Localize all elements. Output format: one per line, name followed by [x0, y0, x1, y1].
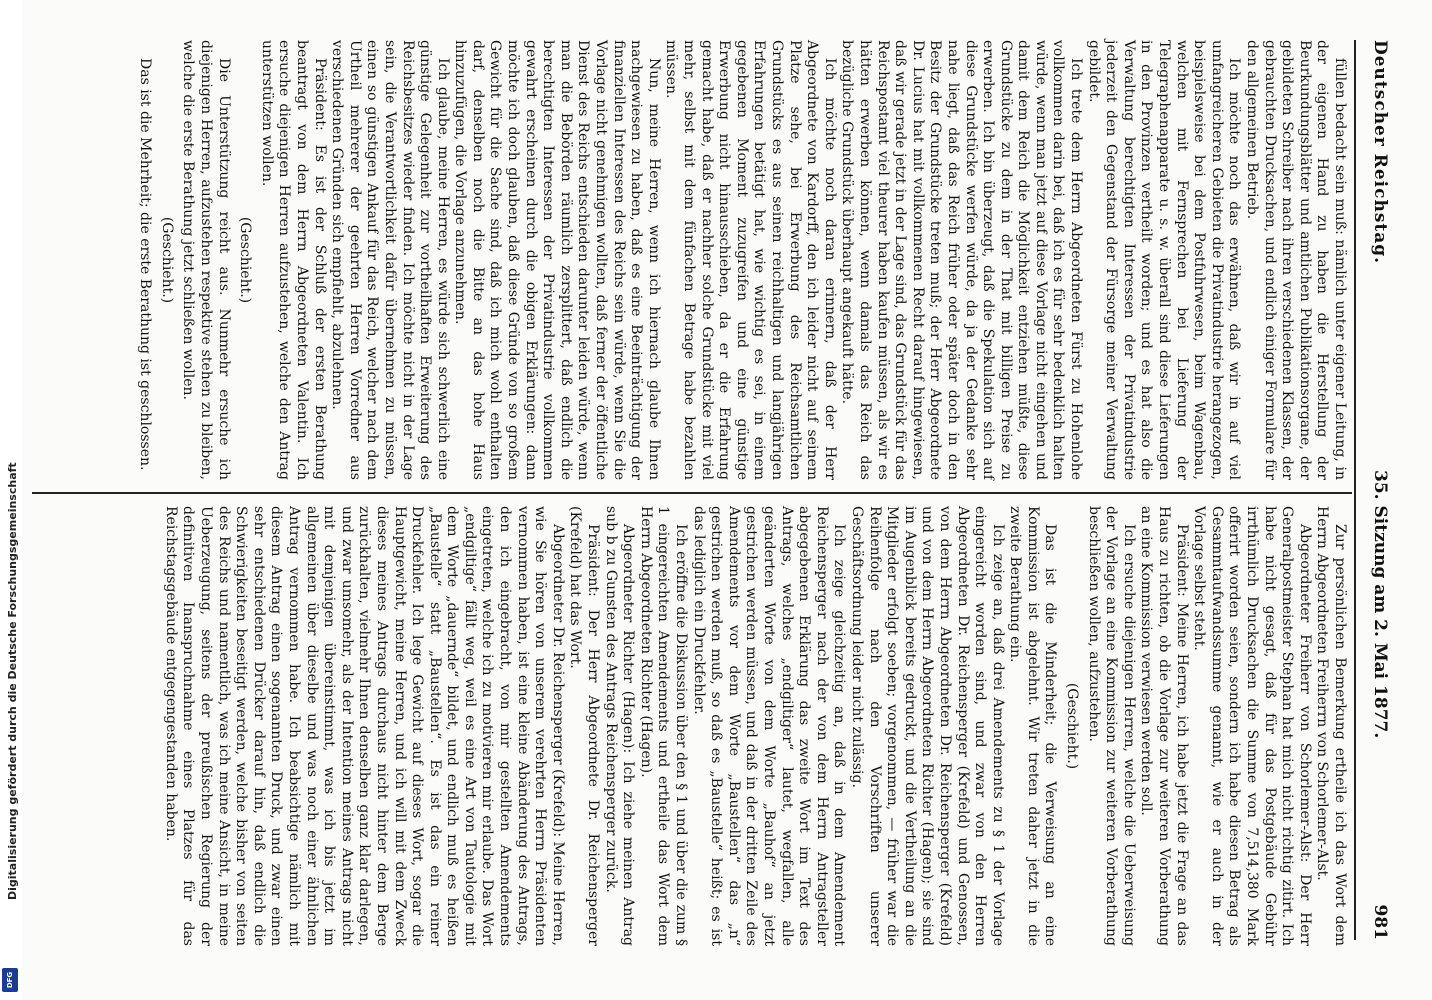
- dfg-logo-text: DFG: [6, 971, 14, 989]
- column-divider: [32, 492, 1352, 494]
- paragraph: Das ist die Mehrheit; die erste Berathung ist geschlossen.: [137, 58, 154, 471]
- paragraph: Ich ersuche diejenigen Herren, welche die Ueberweisung der Vorlage an eine Kommission zur weiteren Vorberathung beschließen wollen, aufzustehen.: [1085, 506, 1137, 946]
- stage-direction: (Geschieht.): [158, 216, 175, 304]
- page-header: [1362, 40, 1390, 940]
- header-rule: [1354, 40, 1356, 940]
- paragraph: Abgeordneter Richter (Hagen): Ich ziehe meinen Antrag sub b zu Gunsten des Antrags Reichensperger zurück.: [602, 506, 637, 946]
- paragraph: Ich zeige an, daß drei Amendements zu § 1 der Vorlage eingereicht worden sind, und zwar von den Herren Abgeordneten Dr. Reichensperger (Krefeld) und Genossen, von dem Herrn Abgeordneten Dr. Reichensperger (Krefeld) und von dem Herrn Abgeordneten Richter (Hagen); sie sind im Augenblick bereits gedruckt, und die Vertheilung an die Mitglieder erfolgt soeben; vorgenommen, — früher war die Reihenfolge nach den Vorschriften unserer Geschäftsordnung leider nicht zulässig.: [848, 506, 1006, 946]
- digitization-margin: [0, 0, 22, 1000]
- paragraph: Ich glaube, meine Herren, es würde sich schwerlich eine günstige Gelegenheit zur vortheilhaften Erweiterung des Reichsbesitzes wieder finden. Ich möchte nicht in der Lage sein, die Verantwortlichkeit dafür übernehmen zu müssen, einen so günstigen Ankauf für das Reich, welcher nach dem Urtheil mehrerer der geehrten Herren Vorredner aus verschiedenen Gründen sich empfiehlt, abzulehnen.: [329, 40, 451, 480]
- paragraph: Abgeordneter Dr. Reichensperger (Krefeld): Meine Herren, wie Sie hören von unserem verehrten Herrn Präsidenten vernommen haben, ist eine kleine Abänderung des Antrags, den ich eingebracht, von mir gestellten Amendements eingetreten, welche ich zu motivieren mir erlaube. Das Wort „endgiltige“ fällt weg, weil es eine Art von Tautologie mit dem Worte „dauernde“ bildet, und endlich muß es heißen „Baustelle“ statt „Baustellen“. Es ist das ein reiner Druckfehler. Ich lege Gewicht auf dieses Wort, sogar die Hauptgewicht, meine Herren, und ich will mit dem Zweck dieses meines Antrags durchaus nicht hinter dem Berge zurückhalten, vielmehr Ihnen denselben ganz klar darlegen, und zwar umsomehr, als der Intention meines Antrags nicht mit demjenigen übereinstimmt, was ich bis jetzt im allgemeinen über dieselbe und was noch einer ähnlichen Antrag vernommen habe. Ich beabsichtige nämlich mit diesem Antrag einen sogenannten Druck, und zwar einen sehr entschiedenen Drücker darauf hin, daß endlich die Schwierigkeiten beseitigt werden, welche bisher von seiten des Reichs und namentlich, was ich meine Ansicht, in meine Ueberzeugung, seitens der preußischen Regierung der definitiven Inanspruchnahme eines Platzes für das Reichstagsgebäude entgegengestanden haben.: [162, 506, 566, 946]
- paragraph: Präsident: Meine Herren, ich habe jetzt die Frage an das Haus zu richten, ob die Vorlage zur weiteren Vorberathung an eine Kommission verwiesen werden soll.: [1138, 506, 1190, 946]
- digitization-note: Digitalisierung gefördert durch die Deutsche Forschungsgemeinschaft: [6, 462, 19, 900]
- paragraph: Präsident: Es ist der Schluß der ersten Berathung beantragt von dem Herrn Abgeordneten Valentin. Ich ersuche diejenigen Herren aufzustehen, welche den Antrag unterstützen wollen.: [258, 40, 328, 480]
- paragraph: Ich möchte noch daran erinnern, daß der Herr Abgeordnete von Kardorff, den ich leider nicht auf seinem Platze sehe, bei Erwerbung des Reichsamtlichen Grundstücks es aus seinen reichhaltigen und langjährigen Erfahrungen betätigt hat, wie wichtig es sei, in einem gegebenen Moment zuzugreifen und eine günstige Erwerbung nicht hinausschieben, da er die Erfahrung gemacht habe, daß er nachher solche Grundstücke mit viel mehr, selbst mit dem fünfachen Betrage habe bezahlen müssen.: [663, 40, 838, 480]
- page-number: 981: [1370, 904, 1390, 940]
- paragraph: Präsident: Der Herr Abgeordnete Dr. Reichensperger (Krefeld) hat das Wort.: [567, 506, 602, 946]
- paragraph: Nun, meine Herren, wenn ich hiernach glaube Ihnen nachgewiesen zu haben, daß es eine Beeinträchtigung der finanziellen Interessen des Reichs sein würde, wenn Sie die Vorlage nicht genehmigen wollten, daß ferner der öffentliche Dienst des Reichs entschieden darunter leiden würde, wenn man die Bebörden räumlich zersplittert, daß endlich die berechtigten Interessen der Privatindustrie vollkommen gewahrt erscheinen durch die obigen Erklärungen: dann möchte ich doch glauben, daß diese Gründe von so großem Gewicht für die Sache sind, daß ich mich wohl enthalten darf, denselben noch die Bitte an das hohe Haus hinzuzufügen, die Vorlage anzunehmen.: [452, 40, 662, 480]
- paragraph: Ich zeige gleichzeitig an, daß in dem Amendement Reichensperger nach der von dem Herrn Antragsteller abgegebenen Erklärung das zweite Wort im Text des Antrags, welches „endgiltiger“ lautet, wegfallen, alle geänderten Worte von dem Worte „Bauhof“ an jetzt gestrichen werden müssen, und daß in der dritten Zeile des Amendements vor dem Worte „Baustellen“ das „n“ gestrichen werden muß, so daß es „Baustelle“ heißt; es ist das lediglich ein Druckfehler.: [690, 506, 848, 946]
- paragraph: füllen bedacht sein muß: nämlich unter eigener Leitung, in der eigenen Hand zu haben die Herstellung der Beurkundungsblätter und amtlichen Publikationsorgane, der gebildeten Schreiber nach ihren verschiedenen Klassen, der gebrauchten Drucksachen, und endlich einiger Formulare für den allgemeinen Betrieb.: [1244, 40, 1348, 480]
- session-title: 35. Sitzung am 2. Mai 1877.: [1370, 470, 1390, 739]
- right-column: [161, 506, 1348, 946]
- paragraph: Ich möchte noch das erwähnen, daß wir in auf viel umfangreicheren Gebieten die Privatindustrie herangezogen, beispielsweise bei dem Postfuhrwesen, beim Wagenbau, welchen mit Fernsprechen bei Lieferung der Telegraphenapparate u. s. w. überall sind diese Lieferungen in den Provinzen vertheilt worden; und es hat also die Verwaltung berechtigten Interessen der Privatindustrie jederzeit den Gegenstand der Fürsorge meiner Verwaltung gebildet.: [1085, 40, 1243, 480]
- paragraph: Ich trete dem Herrn Abgeordneten Fürst zu Hohenlohe vollkommen darin bei, daß ich es für sehr bedenklich halten würde, wenn man jetzt auf diese Vorlage nicht eingehen und damit dem Reich die Möglichkeit entziehen müßte, diese Grundstücke zu dem in der That mit billigen Preise zu erwerben. Ich bin überzeugt, daß die Spekulation sich auf diese Grundstücke werfen würde, da ja der Gedanke sehr nahe liegt, daß das Reich früher oder später doch in den Besitz der Grundstücke treten muß; der Herr Abgeordnete Dr. Lucius hat mit vollkommenen Recht darauf hingewiesen, daß wir gerade jetzt in der Lage sind, das Grundstück für das Reichspostamt viel theurer haben kaufen müssen, als wir es hätten erwerben können, wenn damals das Reich das bezügliche Grundstück überhaupt angekauft hätte.: [839, 40, 1085, 480]
- stage-direction: (Geschieht.): [237, 216, 254, 304]
- paragraph: Ich eröffne die Diskussion über den § 1 und über die zum § 1 eingereichten Amendements und ertheile das Wort dem Herrn Abgeordneten Richter (Hagen).: [637, 506, 690, 946]
- paragraph: Abgeordneter Freiherr von Schorlemer-Alst: Der Herr Generalpostmeister Stephan hat mich nicht richtig zitirt. Ich habe nicht gesagt, daß für das Postgebäude Gebühr irrthümlich Drucksachen die Summe von 7,514,380 Mark offerirt worden seien, sondern ich habe diesen Betrag als Gesammtaufwandssumme genannt, wie er auch in der Vorlage selbst steht.: [1191, 506, 1313, 946]
- left-column: [136, 40, 1348, 480]
- paragraph: Zur persönlichen Bemerkung ertheile ich das Wort dem Herrn Abgeordneten Freiherrn von Schorlemer-Alst.: [1314, 506, 1348, 946]
- dfg-logo: [2, 968, 18, 992]
- paragraph: Das ist die Minderheit; die Verweisung an eine Kommission ist abgelehnt. Wir treten daher jetzt in die zweite Berathung ein.: [1007, 506, 1059, 946]
- stage-direction: (Geschieht.): [1064, 682, 1081, 770]
- publication-title: Deutscher Reichstag.: [1370, 40, 1390, 265]
- paragraph: Die Unterstützung reicht aus. Nunmehr ersuche ich diejenigen Herren, aufzustehen respektive stehen zu bleiben, welche die erste Berathung jetzt schließen wollen.: [180, 40, 232, 480]
